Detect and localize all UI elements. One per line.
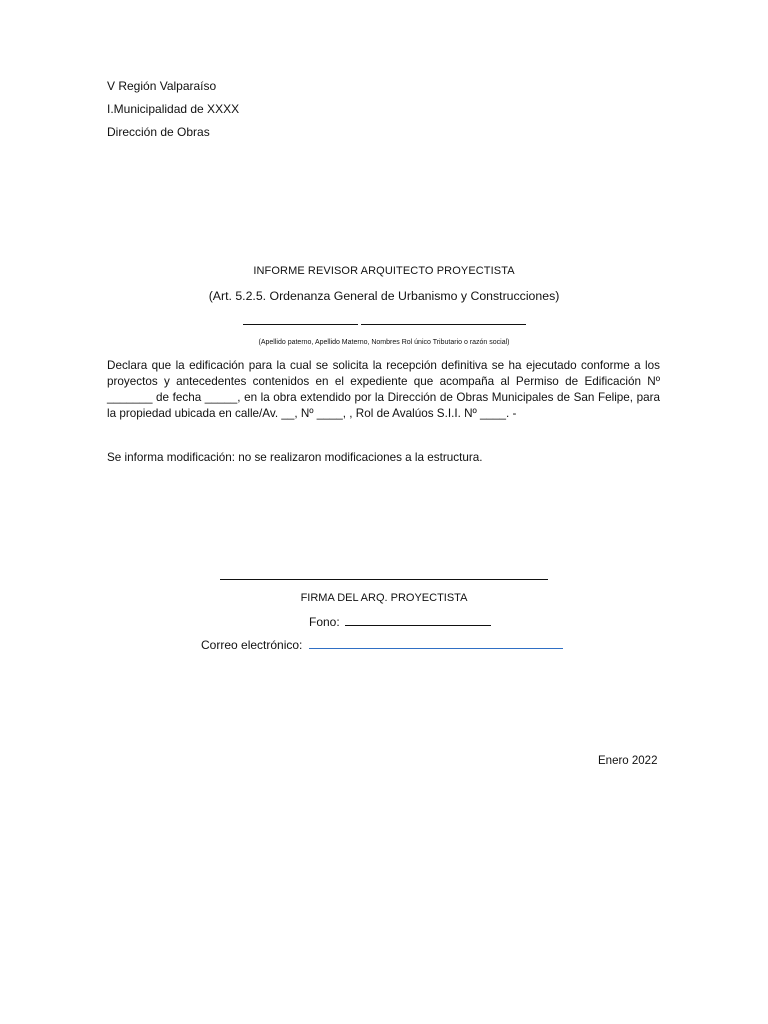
name-field-line-1 — [243, 324, 358, 325]
municipality-line: I.Municipalidad de XXXX — [107, 102, 240, 116]
signature-line — [220, 579, 548, 580]
signature-label: FIRMA DEL ARQ. PROYECTISTA — [300, 592, 468, 604]
name-field-hint: (Apellido paterno, Apellido Materno, Nombres Rol único Tributario o razón social) — [258, 339, 510, 346]
email-label: Correo electrónico: — [201, 638, 303, 652]
report-subtitle: (Art. 5.2.5. Ordenanza General de Urbanismo y Construcciones) — [208, 289, 560, 303]
report-title: INFORME REVISOR ARQUITECTO PROYECTISTA — [253, 265, 515, 277]
phone-input-line — [345, 615, 491, 626]
declaration-paragraph: Declara que la edificación para la cual se solicita la recepción definitiva se ha ejecutado conforme a los proyectos y antecedentes contenidos en el expediente que acompaña al Permiso de Edificación Nº _______ de fecha _____, en la obra extendido por la Dirección de Obras Municipales de San Felipe, para la propiedad ubicada en calle/Av. __, Nº ____, , Rol de Avalúos S.I.I. Nº ____. - — [107, 359, 660, 420]
email-field — [201, 638, 563, 652]
phone-label: Fono: — [309, 615, 340, 629]
modification-note: Se informa modificación: no se realizaron modificaciones a la estructura. — [107, 451, 483, 464]
phone-field — [309, 615, 491, 629]
email-input-line[interactable] — [309, 638, 563, 649]
department-line: Dirección de Obras — [107, 125, 210, 139]
name-field-line-2 — [361, 324, 526, 325]
document-date: Enero 2022 — [598, 755, 658, 767]
region-line: V Región Valparaíso — [107, 79, 217, 93]
